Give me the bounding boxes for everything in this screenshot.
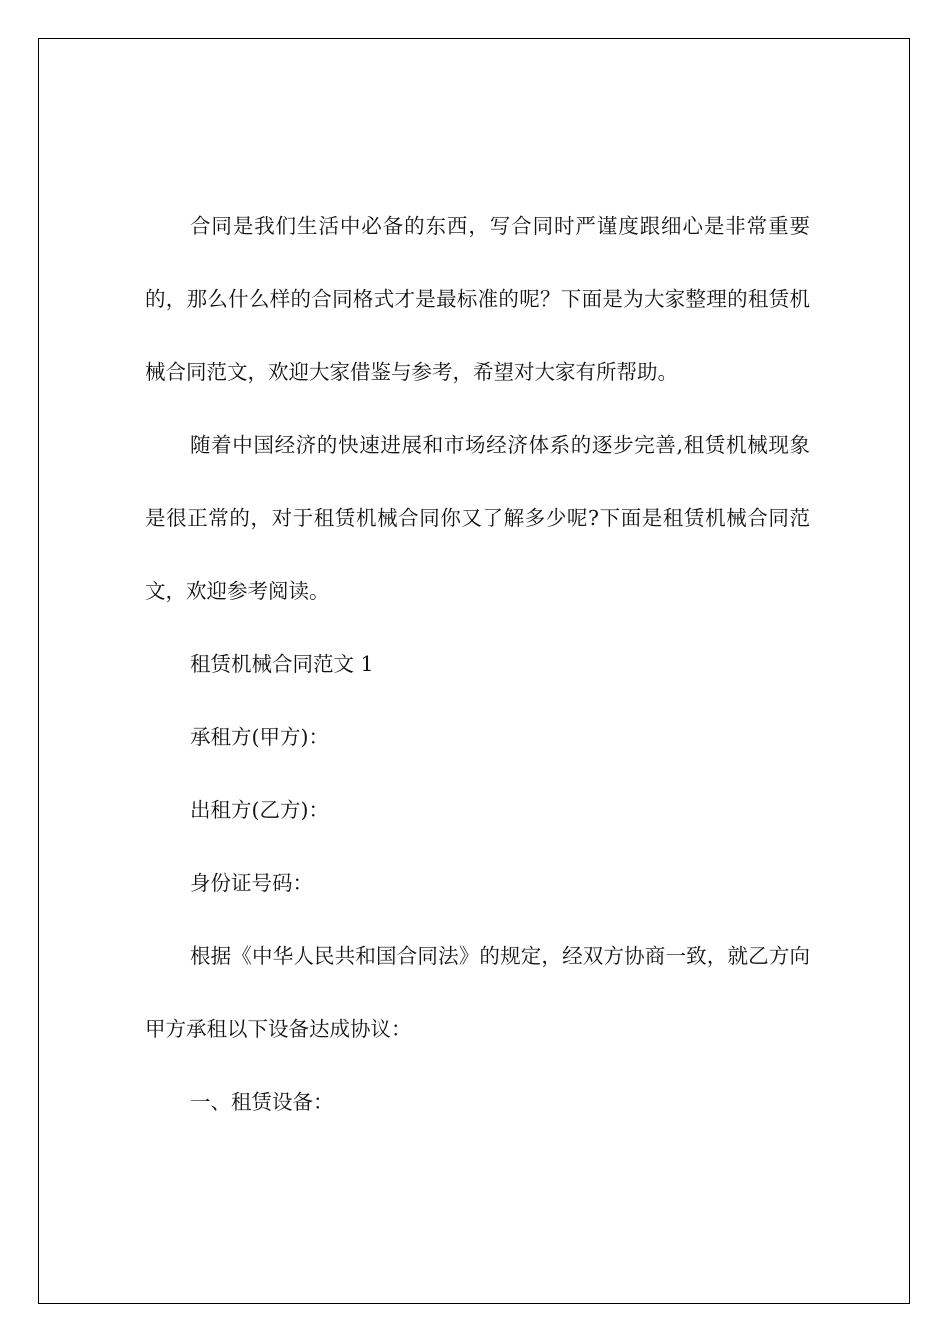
- lessor-field: 出租方(乙方)：: [190, 798, 329, 822]
- contract-title: 租赁机械合同范文 1: [190, 652, 374, 676]
- id-number-field: 身份证号码：: [190, 871, 313, 895]
- section-heading-equipment: 一、租赁设备：: [190, 1090, 334, 1114]
- background-paragraph: 随着中国经济的快速进展和市场经济体系的逐步完善,租赁机械现象是很正常的，对于租赁机械合同你又了解多少呢?下面是租赁机械合同范文，欢迎参考阅读。: [145, 433, 810, 603]
- agreement-basis-paragraph: 根据《中华人民共和国合同法》的规定，经双方协商一致，就乙方向甲方承租以下设备达成协议：: [145, 944, 810, 1041]
- lessee-field: 承租方(甲方)：: [190, 725, 329, 749]
- intro-paragraph: 合同是我们生活中必备的东西，写合同时严谨度跟细心是非常重要的，那么什么样的合同格式才是最标准的呢？下面是为大家整理的租赁机械合同范文，欢迎大家借鉴与参考，希望对大家有所帮助。: [145, 214, 810, 384]
- document-body: [145, 190, 810, 1139]
